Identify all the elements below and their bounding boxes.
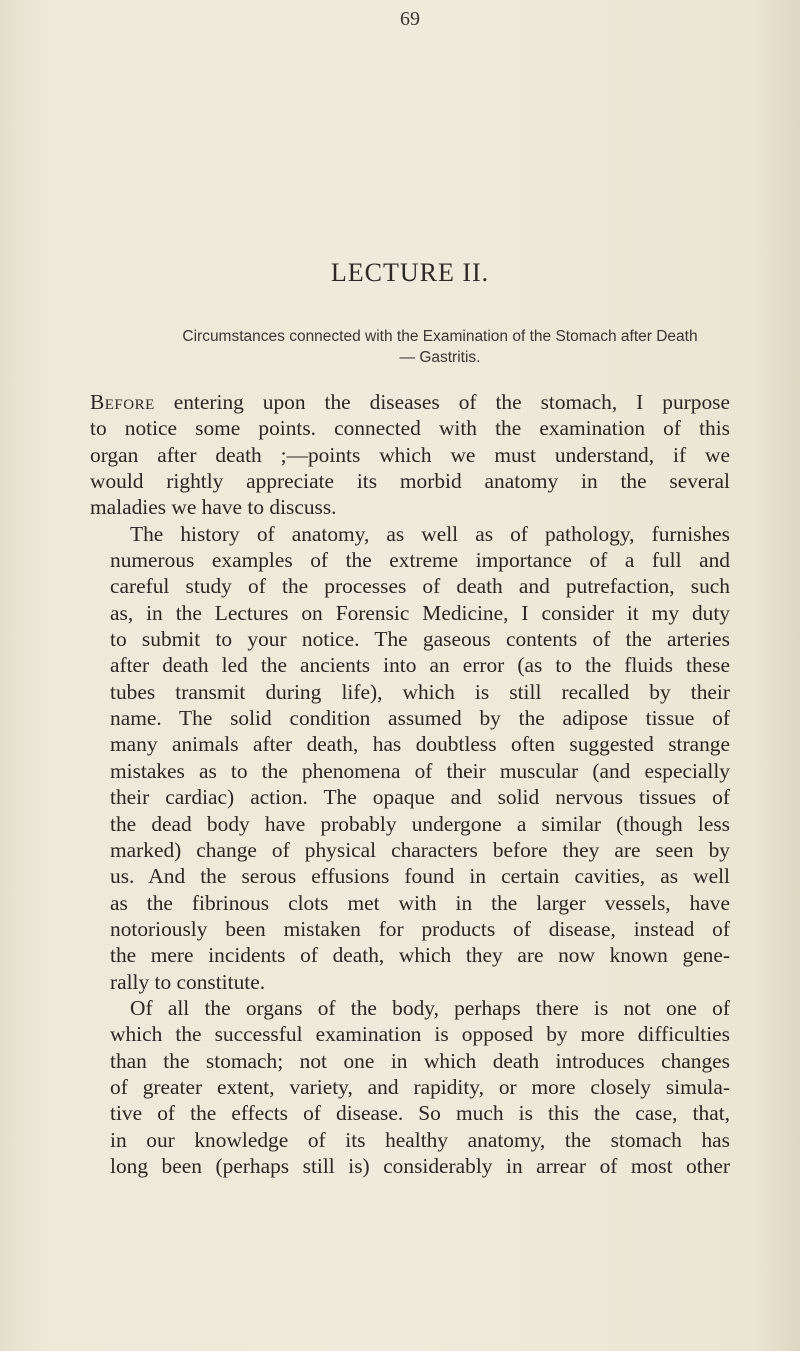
lecture-subtitle: Circumstances connected with the Examination of the Stomach after Death— Gastritis.: [182, 328, 698, 366]
text-line: of greater extent, variety, and rapidity, or more closely simula-: [110, 1074, 730, 1099]
text-line: careful study of the processes of death and putrefaction, such: [110, 574, 730, 599]
text-line: The history of anatomy, as well as of pathology, furnishes: [130, 521, 730, 546]
text-line: name. The solid condition assumed by the adipose tissue of: [110, 706, 730, 731]
text-line: to notice some points. connected with the examination of this: [90, 416, 730, 441]
text-line: their cardiac) action. The opaque and solid nervous tissues of: [110, 785, 730, 810]
text-line: us. And the serous effusions found in certain cavities, as well: [110, 864, 730, 889]
text-line: marked) change of physical characters before they are seen by: [110, 837, 730, 862]
lecture-title: LECTURE II.: [330, 258, 490, 287]
paragraph-2: [90, 521, 730, 995]
text-line: in our knowledge of its healthy anatomy, the stomach has: [110, 1127, 730, 1152]
text-line: tive of the effects of disease. So much is this the case, that,: [110, 1101, 730, 1126]
text-line: Before entering upon the diseases of the stomach, I purpose: [90, 390, 730, 414]
text-line: as the fibrinous clots met with in the larger vessels, have: [110, 890, 730, 915]
text-line: organ after death ;—points which we must understand, if we: [90, 442, 730, 467]
text-line: than the stomach; not one in which death introduces changes: [110, 1048, 730, 1073]
paragraph-3: [90, 995, 730, 1179]
text-line: tubes transmit during life), which is still recalled by their: [110, 679, 730, 704]
text-line: notoriously been mistaken for products of disease, instead of: [110, 916, 730, 941]
text-line: mistakes as to the phenomena of their muscular (and especially: [110, 758, 730, 783]
page-number: 69: [400, 8, 420, 30]
text-line: many animals after death, has doubtless often suggested strange: [110, 732, 730, 757]
paragraph-1: [90, 389, 730, 521]
text-line: rally to constitute.: [110, 969, 266, 994]
text-line: which the successful examination is opposed by more difficulties: [110, 1022, 730, 1047]
body-text: [90, 389, 730, 1179]
text-line: as, in the Lectures on Forensic Medicine, I consider it my duty: [110, 600, 730, 625]
text-line: numerous examples of the extreme importance of a full and: [110, 548, 730, 573]
text-line: maladies we have to discuss.: [90, 495, 337, 520]
text-line: Of all the organs of the body, perhaps there is not one of: [130, 995, 730, 1020]
text-line: the mere incidents of death, which they are now known gene-: [110, 943, 730, 968]
text-line: the dead body have probably undergone a similar (though less: [110, 811, 730, 836]
text-line: to submit to your notice. The gaseous contents of the arteries: [110, 627, 730, 652]
text-line: would rightly appreciate its morbid anatomy in the several: [90, 469, 730, 494]
lead-word: Before: [90, 390, 155, 414]
text-line: long been (perhaps still is) considerably in arrear of most other: [110, 1153, 730, 1178]
text-line: after death led the ancients into an error (as to the fluids these: [110, 653, 730, 678]
